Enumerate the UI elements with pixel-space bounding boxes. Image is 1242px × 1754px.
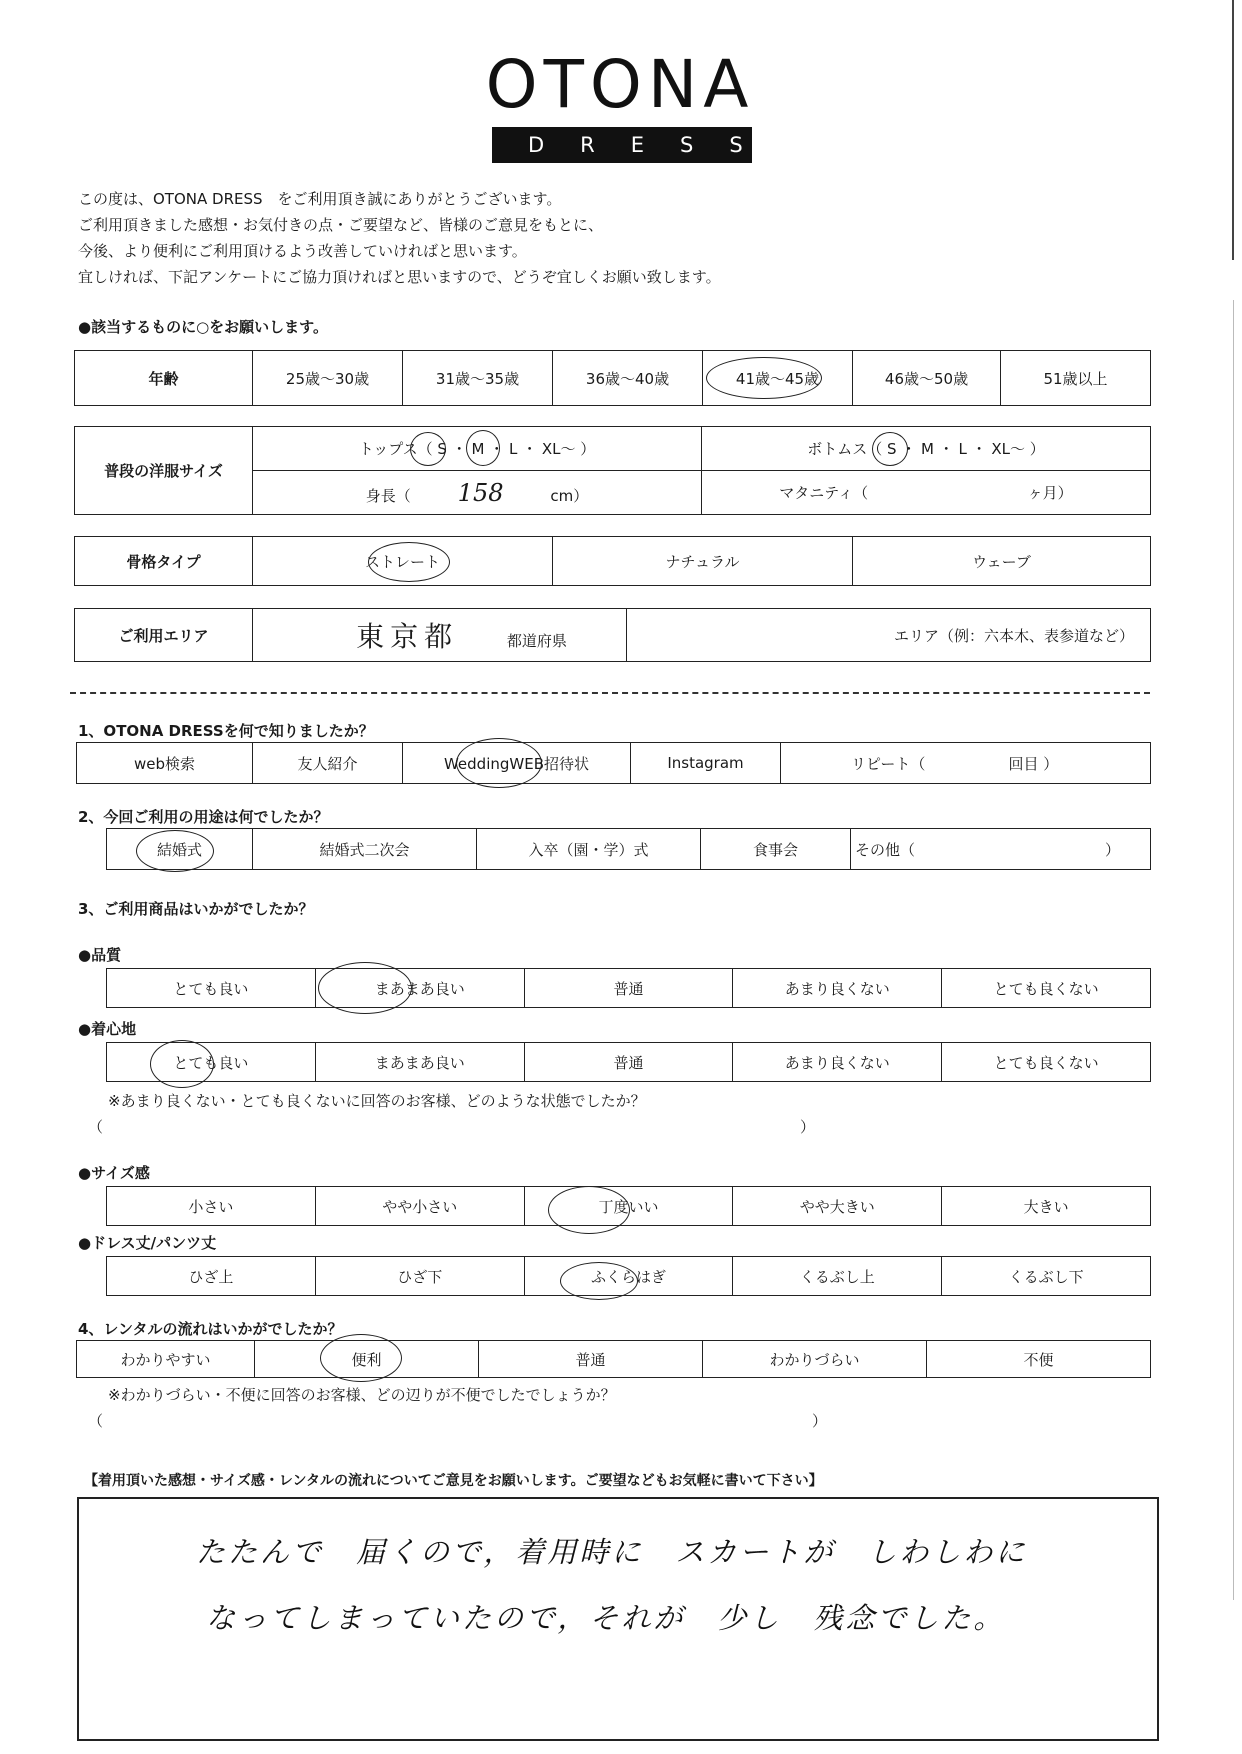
comfort-table: [106, 1042, 1151, 1082]
height-prefix: 身長（: [365, 486, 411, 505]
size-label: 普段の洋服サイズ: [75, 427, 253, 515]
bottoms-size-field[interactable]: ボトムス（ S ・ M ・ L ・ XL〜 ）: [702, 427, 1151, 471]
prefecture-field[interactable]: [253, 609, 627, 662]
prefecture-suffix: 都道府県: [506, 632, 567, 650]
selection-circle: [560, 1262, 638, 1300]
comment-line: たたんで 届くので，着用時に スカートが しわしわに: [196, 1535, 1028, 1569]
q4-option-selected[interactable]: 便利: [255, 1341, 479, 1378]
age-option[interactable]: 36歳〜40歳: [553, 351, 703, 406]
age-label: 年齢: [75, 351, 253, 406]
quality-table: [106, 968, 1151, 1008]
quality-option[interactable]: とても良い: [107, 969, 316, 1008]
length-label: ●ドレス丈/パンツ丈: [78, 1234, 217, 1252]
logo-subbrand-bar: DRESS: [492, 127, 752, 163]
length-option[interactable]: くるぶし上: [733, 1257, 942, 1296]
q2-other-suffix[interactable]: ）: [1001, 829, 1151, 870]
age-table: [74, 350, 1151, 406]
q1-option[interactable]: Instagram: [631, 743, 781, 784]
age-option[interactable]: 46歳〜50歳: [853, 351, 1001, 406]
area-table: [74, 608, 1151, 662]
logo-wordmark: OTONA: [485, 46, 755, 123]
comfort-option[interactable]: 普通: [524, 1043, 733, 1082]
size-table: [74, 426, 1151, 515]
comfort-option[interactable]: まあまあ良い: [315, 1043, 524, 1082]
selection-circle: [320, 1334, 402, 1382]
q2-option-selected[interactable]: 結婚式: [107, 829, 253, 870]
comfort-label: ●着心地: [78, 1020, 137, 1038]
age-option[interactable]: 51歳以上: [1001, 351, 1151, 406]
height-field[interactable]: [253, 471, 702, 515]
frame-option[interactable]: ナチュラル: [553, 537, 853, 586]
age-option[interactable]: 31歳〜35歳: [403, 351, 553, 406]
q2-other-prefix[interactable]: その他（: [851, 829, 1001, 870]
tops-size-field[interactable]: トップス（ S ・ M ・ L ・ XL〜 ）: [253, 427, 702, 471]
size-feel-option-selected[interactable]: 丁度いい: [524, 1187, 733, 1226]
selection-circle: [872, 432, 908, 466]
quality-option-selected[interactable]: まあまあ良い: [315, 969, 524, 1008]
size-feel-label: ●サイズ感: [78, 1164, 150, 1182]
q1-option[interactable]: 友人紹介: [253, 743, 403, 784]
comments-title: 【着用頂いた感想・サイズ感・レンタルの流れについてご意見をお願いします。ご要望などもお気軽に書いて下さい】: [84, 1473, 823, 1489]
maternity-field[interactable]: [702, 471, 1151, 515]
selection-circle: [548, 1186, 630, 1234]
length-option[interactable]: ひざ上: [107, 1257, 316, 1296]
selection-circle: [410, 432, 446, 466]
age-option-selected[interactable]: 41歳〜45歳: [703, 351, 853, 406]
quality-option[interactable]: 普通: [524, 969, 733, 1008]
maternity-suffix: ヶ月）: [1027, 484, 1073, 502]
intro-line: 宜しければ、下記アンケートにご協力頂ければと思いますので、どうぞ宜しくお願い致します。: [78, 268, 721, 286]
area-field[interactable]: エリア（例：六本木、表参道など）: [627, 609, 1151, 662]
frame-option-selected[interactable]: ストレート: [253, 537, 553, 586]
scan-edge-mark: [1233, 300, 1234, 1600]
q2-option[interactable]: 入卒（園・学）式: [477, 829, 701, 870]
selection-circle: [150, 1040, 214, 1088]
selection-circle: [318, 962, 412, 1014]
length-option-selected[interactable]: ふくらはぎ: [524, 1257, 733, 1296]
q4-option[interactable]: 普通: [479, 1341, 703, 1378]
prefecture-value: 東京都: [356, 620, 459, 653]
q4-note-open: （: [88, 1412, 104, 1430]
q2-option[interactable]: 食事会: [701, 829, 851, 870]
instruction-heading: ●該当するものに○をお願いします。: [78, 318, 328, 336]
q4-note-close: ）: [812, 1412, 828, 1430]
size-feel-option[interactable]: 大きい: [942, 1187, 1151, 1226]
selection-circle: [456, 738, 542, 788]
q1-repeat-prefix[interactable]: リピート（: [781, 743, 989, 784]
quality-option[interactable]: あまり良くない: [733, 969, 942, 1008]
q4-option[interactable]: わかりづらい: [703, 1341, 927, 1378]
size-feel-option[interactable]: やや小さい: [315, 1187, 524, 1226]
length-option[interactable]: ひざ下: [315, 1257, 524, 1296]
q2-option[interactable]: 結婚式二次会: [253, 829, 477, 870]
q2-table: [106, 828, 1151, 870]
selection-circle: [466, 430, 500, 466]
q3-title: 3、ご利用商品はいかがでしたか？: [78, 900, 314, 918]
q4-note: ※わかりづらい・不便に回答のお客様、どの辺りが不便でしたでしょうか？: [108, 1386, 616, 1404]
q4-title: 4、レンタルの流れはいかがでしたか？: [78, 1320, 343, 1338]
height-value: 158: [457, 478, 504, 507]
comfort-option-selected[interactable]: とても良い: [107, 1043, 316, 1082]
maternity-prefix: マタニティ（: [779, 484, 869, 502]
comfort-note-open: （: [88, 1118, 104, 1136]
selection-circle: [136, 830, 214, 872]
section-divider: [70, 692, 1150, 694]
height-suffix: cm）: [550, 486, 589, 505]
comfort-option[interactable]: とても良くない: [942, 1043, 1151, 1082]
intro-line: ご利用頂きました感想・お気付きの点・ご要望など、皆様のご意見をもとに、: [78, 216, 604, 234]
comfort-note: ※あまり良くない・とても良くないに回答のお客様、どのような状態でしたか？: [108, 1092, 646, 1110]
quality-label: ●品質: [78, 946, 122, 964]
comfort-note-close: ）: [800, 1118, 816, 1136]
selection-circle: [368, 542, 450, 582]
q4-table: [76, 1340, 1151, 1378]
intro-line: 今後、より便利にご利用頂けるよう改善していければと思います。: [78, 242, 527, 260]
q1-table: [76, 742, 1151, 784]
q4-option[interactable]: 不便: [927, 1341, 1151, 1378]
area-label: ご利用エリア: [75, 609, 253, 662]
frame-option[interactable]: ウェーブ: [853, 537, 1151, 586]
quality-option[interactable]: とても良くない: [942, 969, 1151, 1008]
q1-option[interactable]: web検索: [77, 743, 253, 784]
length-option[interactable]: くるぶし下: [942, 1257, 1151, 1296]
age-option[interactable]: 25歳〜30歳: [253, 351, 403, 406]
frame-type-table: [74, 536, 1151, 586]
q1-title: 1、OTONA DRESSを何で知りましたか？: [78, 722, 374, 740]
size-feel-option[interactable]: やや大きい: [733, 1187, 942, 1226]
q2-title: 2、今回ご利用の用途は何でしたか？: [78, 808, 329, 826]
frame-type-label: 骨格タイプ: [75, 537, 253, 586]
q1-repeat-suffix[interactable]: 回目 ）: [989, 743, 1151, 784]
comment-line: なってしまっていたので，それが 少し 残念でした。: [206, 1601, 1006, 1635]
intro-text: [78, 186, 721, 290]
q4-option[interactable]: わかりやすい: [77, 1341, 255, 1378]
intro-line: この度は、OTONA DRESS をご利用頂き誠にありがとうございます。: [78, 190, 562, 208]
size-feel-option[interactable]: 小さい: [107, 1187, 316, 1226]
scan-edge-mark: [1232, 0, 1234, 260]
comfort-option[interactable]: あまり良くない: [733, 1043, 942, 1082]
q1-option-selected[interactable]: WeddingWEB招待状: [403, 743, 631, 784]
selection-circle: [706, 357, 822, 399]
